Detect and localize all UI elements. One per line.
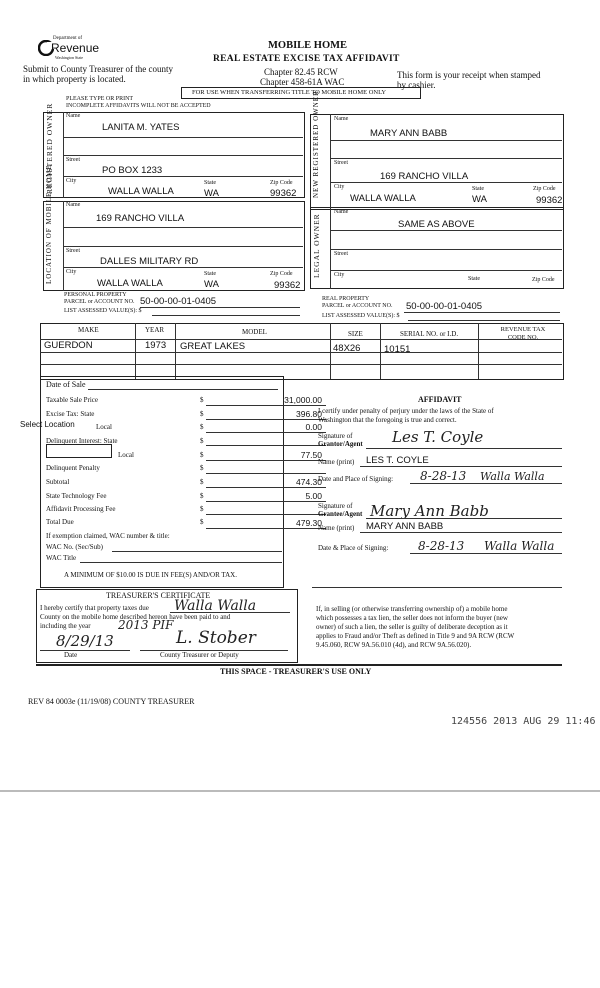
location-label: LOCATION OF MOBILE HOME [45,164,53,284]
reg-owner-zip[interactable]: 99362 [270,188,297,199]
real-assessed-label: LIST ASSESSED VALUE(S): $ [322,313,400,319]
col-make: MAKE [78,326,99,334]
wac-title-label: WAC Title [46,554,77,562]
excise-state-label: Excise Tax: State [46,410,95,418]
delinquent-state-dollar: $ [200,437,204,445]
incomplete-note: INCOMPLETE AFFIDAVITS WILL NOT BE ACCEPTED [66,103,211,109]
tech-fee-label: State Technology Fee [46,492,107,500]
reg-owner-city[interactable]: WALLA WALLA [108,186,174,197]
logo-state-text: Washington State [55,55,84,60]
form-subtitle: REAL ESTATE EXCISE TAX AFFIDAVIT [213,54,400,64]
total-dollar: $ [200,518,204,526]
chapter-rcw: Chapter 82.45 RCW [264,67,338,77]
reg-owner-city-label: City [66,178,77,184]
delinquent-interest-label: Delinquent Interest: State [46,437,118,445]
subtotal-value[interactable]: 474.30 [296,477,322,487]
treasurer-sig-label: County Treasurer or Deputy [160,651,239,659]
new-owner-zip-label: Zip Code [533,186,556,192]
cashier-stamp: 124556 2013 AUG 29 11:46 [451,716,596,727]
personal-assessed-label: LIST ASSESSED VALUE(S): $ [64,308,142,314]
reg-owner-state-label: State [204,180,216,186]
location-name[interactable]: 169 RANCHO VILLA [96,213,185,224]
processing-fee-label: Affidavit Processing Fee [46,505,116,513]
submit-instructions-1: Submit to County Treasurer of the county [23,64,173,74]
exemption-label: If exemption claimed, WAC number & title: [46,532,170,540]
certificate-line-1: I hereby certify that property taxes due [40,604,149,612]
delinquent-local-value[interactable]: 77.50 [300,450,322,460]
location-city-label: City [66,269,77,275]
form-title: MOBILE HOME [268,40,348,51]
location-state-label: State [204,271,216,277]
cell-year[interactable]: 1973 [145,340,167,351]
real-property-label: REAL PROPERTY [322,296,370,302]
transfer-note-box [181,87,421,99]
total-due-label: Total Due [46,518,74,526]
delinquent-local-dollar: $ [200,451,204,459]
new-owner-city[interactable]: WALLA WALLA [350,193,416,204]
grantee-name-label: Name (print) [318,524,355,532]
warning-line-4: applies to Fraud and/or Theft as defined in Title 9 and 9A RCW (RCW [316,632,515,640]
excise-local-dollar: $ [200,423,204,431]
submit-instructions-2: in which property is located. [23,74,126,84]
cell-model[interactable]: GREAT LAKES [180,341,246,352]
affidavit-title: AFFIDAVIT [418,395,462,404]
real-parcel-label: PARCEL or ACCOUNT NO. [322,303,393,309]
personal-parcel-number[interactable]: 50-00-00-01-0405 [140,296,217,307]
location-state[interactable]: WA [204,279,219,290]
col-size: SIZE [348,330,363,338]
col-tax-code: REVENUE TAX CODE NO. [500,326,546,341]
grantor-sig-label-2: Grantor/Agent [318,440,363,448]
reg-owner-state[interactable]: WA [204,188,219,199]
reg-owner-zip-label: Zip Code [270,180,293,186]
excise-state-value[interactable]: 396.80 [296,409,322,419]
excise-local-value[interactable]: 0.00 [305,422,322,432]
location-zip[interactable]: 99362 [274,280,301,291]
warning-line-5: 9.45.060, RCW 9A.56.010 (4d), and RCW 9A.56.020). [316,641,472,649]
treasurer-signature[interactable]: L. Stober [176,628,256,648]
new-owner-city-label: City [334,184,345,190]
affidavit-text-2: Washington that the foregoing is true and correct. [318,416,457,424]
new-owner-label: NEW REGISTERED OWNER [312,90,320,198]
logo-name-text: Revenue [51,41,100,55]
minimum-fee-note: A MINIMUM OF $10.00 IS DUE IN FEE(S) AND/OR TAX. [64,571,237,579]
legal-owner-state-label: State [468,276,480,282]
type-print-note: PLEASE TYPE OR PRINT [66,96,134,102]
excise-state-dollar: $ [200,410,204,418]
form-revision: REV 84 0003e (11/19/08) COUNTY TREASURER [28,697,195,706]
new-owner-zip[interactable]: 99362 [536,195,563,206]
subtotal-label: Subtotal [46,478,70,486]
reg-owner-name[interactable]: LANITA M. YATES [102,122,180,133]
grantor-name-label: Name (print) [318,458,355,466]
location-city[interactable]: WALLA WALLA [97,278,163,289]
cell-size[interactable]: 48X26 [333,343,361,354]
location-name-label: Name [66,202,81,208]
select-location-dropdown[interactable]: Select Location [20,420,75,429]
new-owner-name[interactable]: MARY ANN BABB [370,128,448,139]
taxable-price-value[interactable]: 31,000.00 [284,395,322,405]
legal-owner-name[interactable]: SAME AS ABOVE [398,219,475,230]
affidavit-text-1: I certify under penalty of perjury under the laws of the State of [318,407,494,415]
chapter-wac: Chapter 458-61A WAC [260,77,345,87]
legal-owner-street-label: Street [334,251,348,257]
grantee-date-label: Date & Place of Signing: [318,544,389,552]
grantor-sig-label-1: Signature of [318,432,353,440]
grantor-place[interactable]: Walla Walla [480,470,545,483]
grantee-date[interactable]: 8-28-13 [418,539,465,553]
delinquent-penalty-label: Delinquent Penalty [46,464,100,472]
new-owner-state[interactable]: WA [472,194,487,205]
reg-owner-street[interactable]: PO BOX 1233 [102,165,163,176]
logo-dept-text: Department of [53,36,83,41]
new-owner-street-label: Street [334,160,348,166]
certificate-line-3: including the year [40,622,91,630]
certificate-line-2: County on the mobile home described hereon have been paid to and [40,613,231,621]
personal-property-label: PERSONAL PROPERTY [64,292,127,298]
grantor-signature[interactable]: Les T. Coyle [392,428,484,446]
treasurer-use-label: THIS SPACE - TREASURER'S USE ONLY [220,667,372,676]
warning-line-2: which possesses a tax lien, the seller does not inform the buyer (new [316,614,508,622]
receipt-note-2: by cashier. [397,80,436,90]
grantor-name[interactable]: LES T. COYLE [366,455,429,466]
col-year: YEAR [145,326,165,334]
personal-parcel-label: PARCEL or ACCOUNT NO. [64,299,135,305]
certificate-date[interactable]: 8/29/13 [56,632,114,650]
new-owner-street[interactable]: 169 RANCHO VILLA [380,171,469,182]
new-owner-state-label: State [472,186,484,192]
grantee-place[interactable]: Walla Walla [484,539,555,553]
taxable-price-label: Taxable Sale Price [46,396,98,404]
cell-make[interactable]: GUERDON [44,340,93,351]
col-serial: SERIAL NO. or I.D. [400,330,459,338]
tech-fee-value[interactable]: 5.00 [305,491,322,501]
location-street[interactable]: DALLES MILITARY RD [100,256,199,267]
certificate-year[interactable]: 2013 PIF [118,618,174,632]
legal-owner-zip-label: Zip Code [532,277,555,283]
col-model: MODEL [242,328,267,336]
certificate-county[interactable]: Walla Walla [174,598,257,614]
delinquent-local-label: Local [118,451,134,459]
new-owner-name-label: Name [334,116,349,122]
delinquent-local-select[interactable] [46,444,112,458]
certificate-title: TREASURER'S CERTIFICATE [106,591,211,600]
grantee-sig-label-2: Grantee/Agent [318,510,363,518]
registered-owner-label: REGISTERED OWNER [45,102,54,194]
tech-fee-dollar: $ [200,492,204,500]
reg-owner-street-label: Street [66,157,80,163]
taxable-dollar: $ [200,396,204,404]
grantee-name[interactable]: MARY ANN BABB [366,521,444,532]
grantor-date-label: Date and Place of Signing: [318,475,394,483]
location-street-label: Street [66,248,80,254]
certificate-date-label: Date [64,651,78,659]
real-parcel-number[interactable]: 50-00-00-01-0405 [406,301,483,312]
total-due-value[interactable]: 479.30 [296,518,322,528]
legal-owner-city-label: City [334,272,345,278]
wac-no-label: WAC No. (Sec/Sub) [46,543,103,551]
subtotal-dollar: $ [200,478,204,486]
grantee-signature[interactable]: Mary Ann Babb [370,502,489,520]
location-zip-label: Zip Code [270,271,293,277]
legal-owner-name-label: Name [334,209,349,215]
transfer-note: FOR USE WHEN TRANSFERRING TITLE TO MOBILE HOME ONLY [192,89,387,96]
warning-line-3: owner) of such a lien, the seller is guilty of deliberate deception as it [316,623,508,631]
grantee-sig-label-1: Signature of [318,502,353,510]
receipt-note-1: This form is your receipt when stamped [397,70,541,80]
dor-logo [38,36,98,62]
cell-serial[interactable]: 10151 [384,344,411,355]
reg-owner-name-label: Name [66,113,81,119]
legal-owner-label: LEGAL OWNER [312,213,321,278]
warning-line-1: If, in selling (or otherwise transferring ownership of) a mobile home [316,605,508,613]
penalty-dollar: $ [200,464,204,472]
processing-fee-dollar: $ [200,505,204,513]
date-of-sale-label: Date of Sale [46,380,86,389]
grantor-date[interactable]: 8-28-13 [420,469,467,483]
excise-local-label: Local [96,423,112,431]
